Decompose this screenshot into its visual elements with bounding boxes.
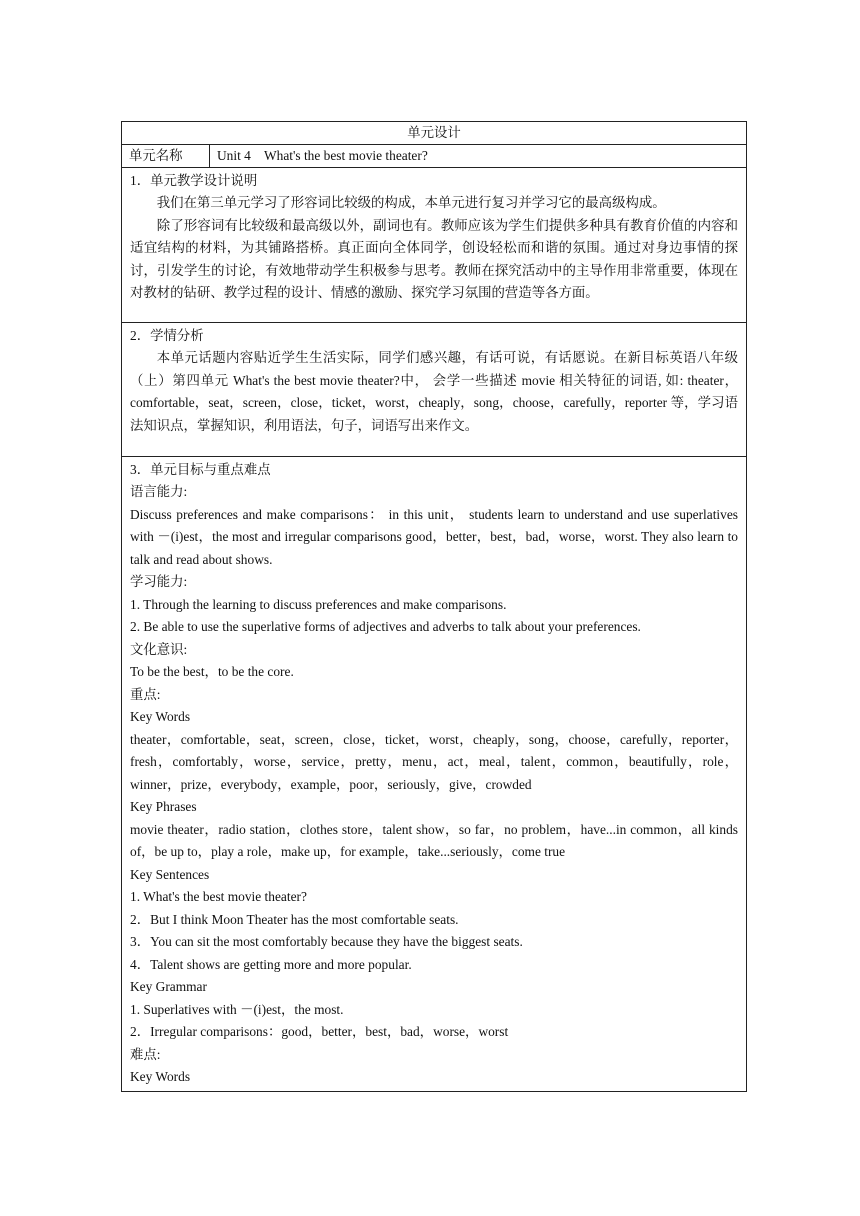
key-words-text: theater，comfortable，seat，screen，close，ticket，worst，cheaply，song，choose，carefully，reporter，fresh，comfortably，worse，service，pretty，menu，act，meal，talent，common，beautifully，role，winner，prize，everybody，example，poor，seriously，give，crowded bbox=[130, 731, 738, 792]
paragraph: 除了形容词有比较级和最高级以外，副词也有。教师应该为学生们提供多种具有教育价值的内容和适宜结构的材料，为其铺路搭桥。真正面向全体同学，创设轻松而和谐的氛围。通过对身边事情的探讨，引发学生的讨论，有效地带动学生积极参与思考。教师在探究活动中的主导作用非常重要，体现在对教材的钻研、教学过程的设计、情感的激励、探究学习氛围的营造等各方面。 bbox=[130, 217, 738, 300]
unit-name-label: 单元名称 bbox=[122, 145, 210, 168]
key-phrases-text: movie theater，radio station，clothes store，talent show，so far，no problem，have...in common，all kinds of，be up to，play a role，make up，for example，take...seriously，come true bbox=[130, 821, 738, 859]
key-grammar-heading: Key Grammar bbox=[130, 979, 207, 994]
key-sentence: 4．Talent shows are getting more and more popular. bbox=[130, 956, 412, 972]
language-ability-label: 语言能力: bbox=[130, 484, 188, 499]
section-design-notes bbox=[122, 168, 747, 323]
unit-name-value bbox=[210, 145, 747, 168]
culture-label: 文化意识: bbox=[130, 641, 188, 657]
table-title: 单元设计 bbox=[122, 122, 747, 145]
key-grammar-item: 1. Superlatives with －(i)est，the most. bbox=[130, 1001, 344, 1017]
learning-ability-label: 学习能力: bbox=[130, 574, 188, 589]
unit-design-table bbox=[121, 121, 747, 1092]
key-sentence: 3．You can sit the most comfortably because they have the biggest seats. bbox=[130, 934, 523, 949]
key-grammar-item: 2．Irregular comparisons：good，better，best，bad，worse，worst bbox=[130, 1024, 509, 1039]
section-title: 3．单元目标与重点难点 bbox=[130, 462, 271, 477]
section-objectives bbox=[122, 457, 747, 1092]
culture-text: To be the best，to be the core. bbox=[130, 664, 294, 679]
difficult-words-heading: Key Words bbox=[130, 1069, 191, 1084]
key-words-heading: Key Words bbox=[130, 709, 191, 724]
learning-item: 2. Be able to use the superlative forms of adjectives and adverbs to talk about your preferences. bbox=[130, 619, 641, 634]
key-sentence: 2．But I think Moon Theater has the most comfortable seats. bbox=[130, 911, 459, 927]
key-points-label: 重点: bbox=[130, 686, 161, 702]
key-sentence: 1. What's the best movie theater? bbox=[130, 889, 307, 904]
difficult-points-label: 难点: bbox=[130, 1046, 161, 1062]
unit-name-text: Unit 4 What's the best movie theater? bbox=[217, 148, 428, 163]
section-learner-analysis bbox=[122, 323, 747, 457]
language-ability-text: Discuss preferences and make comparisons： in this unit， students learn to understand and use superlatives with －(i)est，the most and irregular comparisons good，better，best，bad，worse，worst. They also learn to talk and read about shows. bbox=[130, 506, 738, 567]
key-phrases-heading: Key Phrases bbox=[130, 799, 197, 814]
paragraph: 本单元话题内容贴近学生生活实际，同学们感兴趣，有话可说，有话愿说。在新目标英语八年级（上）第四单元 What's the best movie theater?中， 会学一些描述 movie 相关特征的词语, 如: theater，comfortable，seat，screen，close，ticket，worst，cheaply，song，choose，carefully，reporter 等，学习语法知识点，掌握知识，利用语法，句子，词语写出来作文。 bbox=[130, 350, 738, 433]
paragraph: 我们在第三单元学习了形容词比较级的构成，本单元进行复习并学习它的最高级构成。 bbox=[156, 195, 666, 210]
section-title: 2．学情分析 bbox=[130, 328, 204, 343]
key-sentences-heading: Key Sentences bbox=[130, 866, 210, 882]
learning-item: 1. Through the learning to discuss preferences and make comparisons. bbox=[130, 596, 507, 612]
section-title: 1．单元教学设计说明 bbox=[130, 173, 258, 188]
